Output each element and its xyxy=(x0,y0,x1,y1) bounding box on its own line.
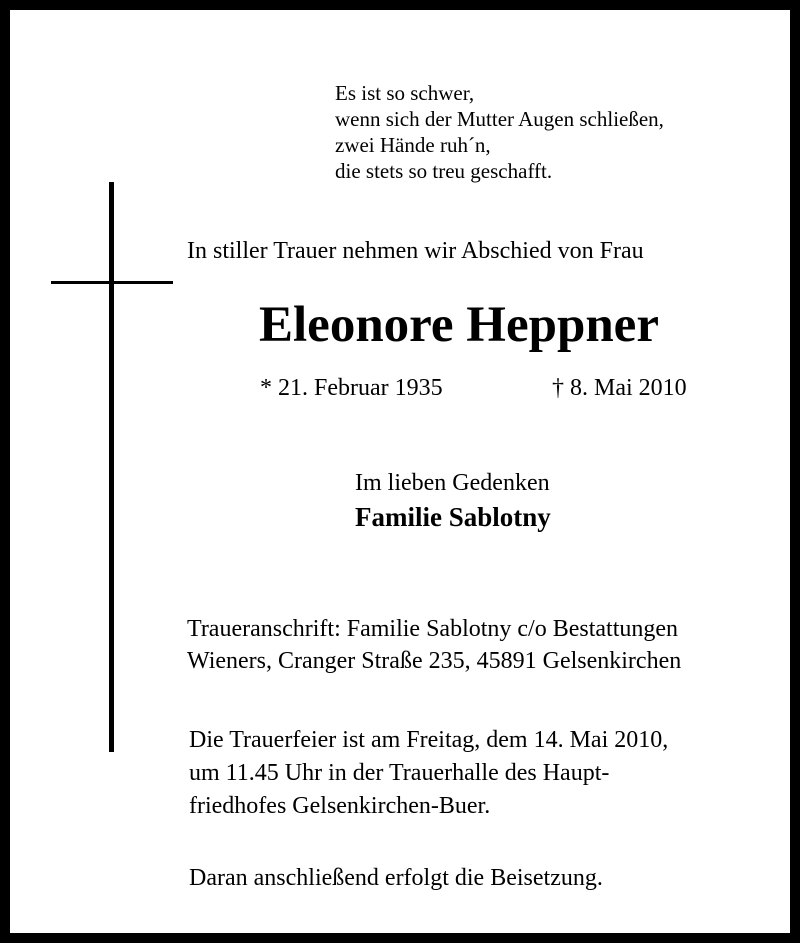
cross-horizontal-bar xyxy=(51,281,173,284)
signature-line: Im lieben Gedenken xyxy=(355,470,550,496)
address-line: Traueranschrift: Familie Sablotny c/o Bestattungen xyxy=(187,616,679,642)
poem-line: Es ist so schwer, xyxy=(335,81,475,105)
death-date: † 8. Mai 2010 xyxy=(552,375,687,401)
poem-line: wenn sich der Mutter Augen schließen, xyxy=(335,107,664,131)
ceremony-line: um 11.45 Uhr in der Trauerhalle des Haupt- xyxy=(189,760,610,786)
mourning-address xyxy=(187,613,681,677)
poem-line: die stets so treu geschafft. xyxy=(335,159,553,183)
funeral-ceremony-info xyxy=(189,724,668,823)
poem-line: zwei Hände ruh´n, xyxy=(335,133,491,157)
ceremony-line: friedhofes Gelsenkirchen-Buer. xyxy=(189,793,491,819)
deceased-name: Eleonore Heppner xyxy=(259,297,659,353)
poem xyxy=(335,80,664,184)
burial-info: Daran anschließend erfolgt die Beisetzung. xyxy=(189,865,603,891)
birth-date: * 21. Februar 1935 xyxy=(260,375,443,401)
ceremony-line: Die Trauerfeier ist am Freitag, dem 14. Mai 2010, xyxy=(189,727,669,753)
intro-text: In stiller Trauer nehmen wir Abschied von Frau xyxy=(187,238,644,264)
cross-vertical-bar xyxy=(109,182,114,752)
signature-family: Familie Sablotny xyxy=(355,502,551,532)
address-line: Wieners, Cranger Straße 235, 45891 Gelsenkirchen xyxy=(187,648,682,674)
